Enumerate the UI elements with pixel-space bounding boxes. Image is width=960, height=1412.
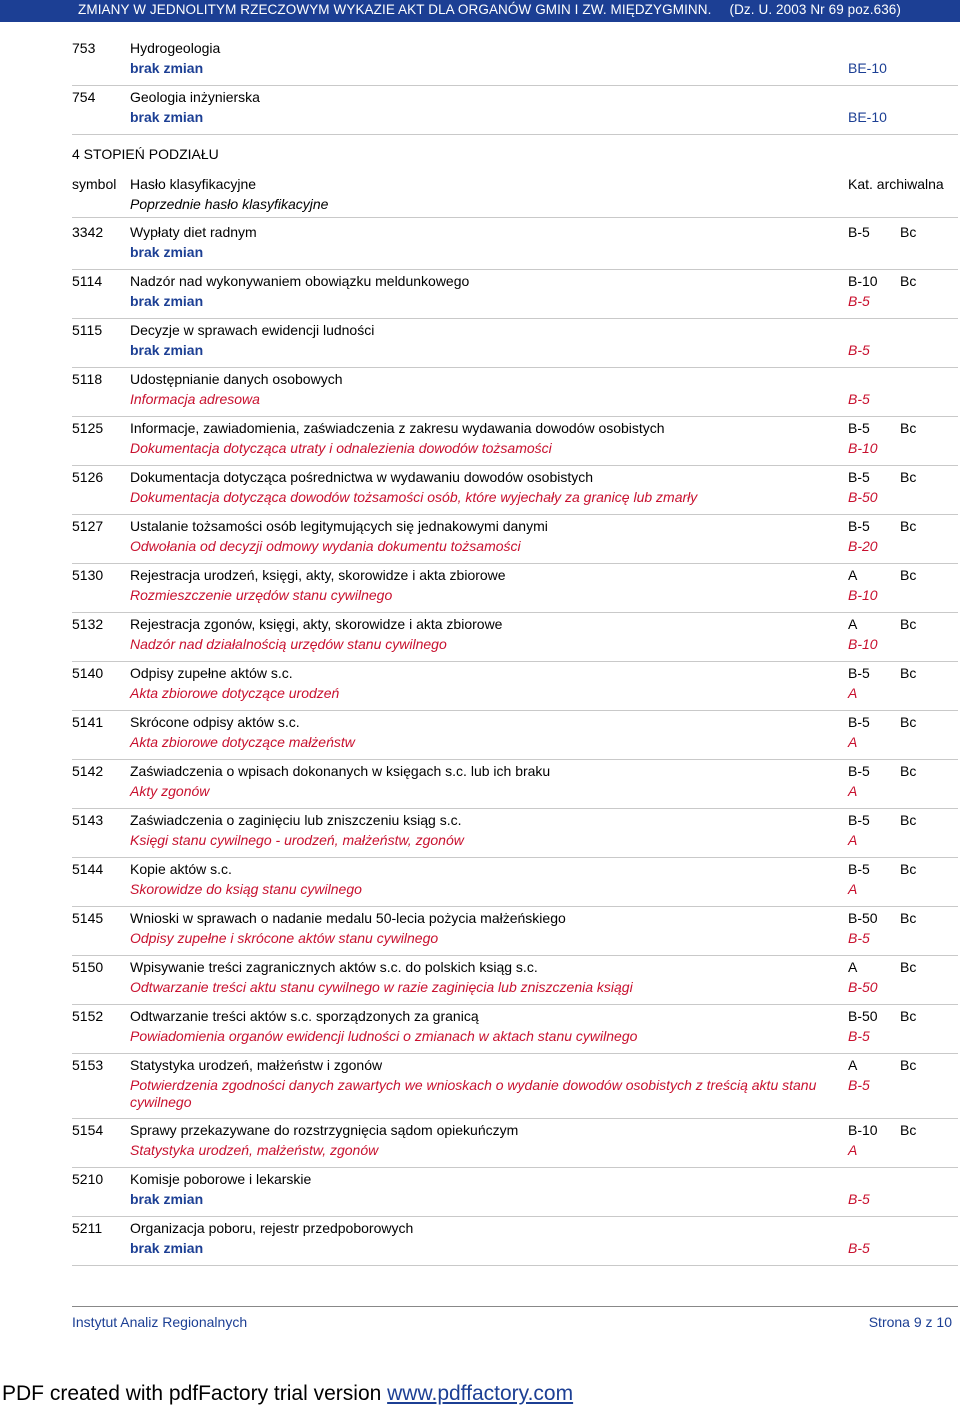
table-row <box>72 957 958 1005</box>
table-row <box>72 418 958 466</box>
row-category-secondary: Bc <box>900 714 917 730</box>
row-title: Rejestracja urodzeń, księgi, akty, skorowidze i akta zbiorowe <box>130 567 506 583</box>
row-category-secondary: Bc <box>900 763 917 779</box>
row-previous-title: Potwierdzenia zgodności danych zawartych we wnioskach o wydanie dowodów osobistych z treścią aktu stanu cywilnego <box>130 1077 817 1110</box>
row-category: A <box>848 616 858 632</box>
row-title: Hydrogeologia <box>130 40 221 56</box>
row-title: Rejestracja zgonów, księgi, akty, skorowidze i akta zbiorowe <box>130 616 503 632</box>
row-previous-category: BE-10 <box>848 109 887 125</box>
row-category: A <box>848 567 858 583</box>
row-previous-category: B-5 <box>848 293 870 309</box>
row-title: Zaświadczenia o zaginięciu lub zniszczeniu ksiąg s.c. <box>130 812 462 828</box>
row-category: B-50 <box>848 1008 878 1024</box>
table-row <box>72 467 958 515</box>
row-previous-title: brak zmian <box>130 244 204 260</box>
row-previous-title: brak zmian <box>130 109 204 125</box>
row-category-secondary: Bc <box>900 469 917 485</box>
row-code: 5210 <box>72 1171 104 1187</box>
row-previous-category: B-5 <box>848 391 870 407</box>
row-previous-title: brak zmian <box>130 293 204 309</box>
row-category: B-5 <box>848 518 870 534</box>
table-row <box>72 369 958 417</box>
row-category-secondary: Bc <box>900 959 917 975</box>
column-header-symbol: symbol <box>72 176 117 192</box>
table-row <box>72 222 958 270</box>
row-category-secondary: Bc <box>900 910 917 926</box>
row-previous-title: brak zmian <box>130 60 204 76</box>
row-title: Ustalanie tożsamości osób legitymujących się jednakowymi danymi <box>130 518 548 534</box>
row-previous-title: Rozmieszczenie urzędów stanu cywilnego <box>130 587 393 603</box>
pdf-banner-link[interactable]: www.pdffactory.com <box>387 1382 574 1405</box>
row-title: Zaświadczenia o wpisach dokonanych w księgach s.c. lub ich braku <box>130 763 551 779</box>
table-row <box>72 1055 958 1119</box>
row-previous-title: Powiadomienia organów ewidencji ludności o zmianach w aktach stanu cywilnego <box>130 1028 638 1044</box>
row-previous-title: Nadzór nad działalnością urzędów stanu cywilnego <box>130 636 447 652</box>
row-previous-category: B-5 <box>848 342 870 358</box>
row-previous-category: A <box>848 1142 858 1158</box>
row-code: 5153 <box>72 1057 104 1073</box>
table-row <box>72 1120 958 1168</box>
row-code: 5125 <box>72 420 104 436</box>
row-title: Nadzór nad wykonywaniem obowiązku meldunkowego <box>130 273 470 289</box>
row-previous-title: Odpisy zupełne i skrócone aktów stanu cywilnego <box>130 930 439 946</box>
page-header <box>0 0 960 22</box>
table-row <box>72 761 958 809</box>
row-previous-title: Informacja adresowa <box>130 391 260 407</box>
column-header-classification: Hasło klasyfikacyjne <box>130 176 257 192</box>
row-previous-title: brak zmian <box>130 1240 204 1256</box>
table-row <box>72 712 958 760</box>
table-row <box>72 908 958 956</box>
row-previous-title: Księgi stanu cywilnego - urodzeń, małżeństw, zgonów <box>130 832 464 848</box>
row-category: A <box>848 1057 858 1073</box>
row-title: Dokumentacja dotycząca pośrednictwa w wydawaniu dowodów osobistych <box>130 469 594 485</box>
row-title: Sprawy przekazywane do rozstrzygnięcia sądom opiekuńczym <box>130 1122 519 1138</box>
row-previous-category: B-10 <box>848 587 878 603</box>
row-code: 5140 <box>72 665 104 681</box>
row-category: B-5 <box>848 420 870 436</box>
row-title: Statystyka urodzeń, małżeństw i zgonów <box>130 1057 383 1073</box>
row-code: 5145 <box>72 910 104 926</box>
row-title: Komisje poborowe i lekarskie <box>130 1171 312 1187</box>
row-category-secondary: Bc <box>900 1122 917 1138</box>
row-previous-category: B-10 <box>848 440 878 456</box>
row-previous-category: B-5 <box>848 1191 870 1207</box>
row-title: Odtwarzanie treści aktów s.c. sporządzonych za granicą <box>130 1008 479 1024</box>
row-previous-category: B-10 <box>848 636 878 652</box>
header-citation: (Dz. U. 2003 Nr 69 poz.636) <box>729 2 902 17</box>
row-category-secondary: Bc <box>900 616 917 632</box>
row-previous-title: Odwołania od decyzji odmowy wydania dokumentu tożsamości <box>130 538 521 554</box>
row-code: 5130 <box>72 567 104 583</box>
table-row <box>72 1218 958 1266</box>
row-previous-category: A <box>848 832 858 848</box>
table-row <box>72 87 958 135</box>
table-row <box>72 1169 958 1217</box>
row-previous-category: A <box>848 783 858 799</box>
row-category: B-50 <box>848 910 878 926</box>
row-title: Geologia inżynierska <box>130 89 260 105</box>
row-previous-title: Dokumentacja dotycząca dowodów tożsamości osób, które wyjechały za granicę lub zmarły <box>130 489 698 505</box>
row-title: Informacje, zawiadomienia, zaświadczenia z zakresu wydawania dowodów osobistych <box>130 420 665 436</box>
page-footer <box>72 1314 952 1330</box>
row-title: Kopie aktów s.c. <box>130 861 232 877</box>
row-title: Decyzje w sprawach ewidencji ludności <box>130 322 375 338</box>
row-title: Wypłaty diet radnym <box>130 224 257 240</box>
table-row <box>72 859 958 907</box>
row-code: 5115 <box>72 322 103 338</box>
row-previous-category: B-5 <box>848 1028 870 1044</box>
table-row <box>72 663 958 711</box>
row-previous-title: Akta zbiorowe dotyczące urodzeń <box>130 685 340 701</box>
row-previous-title: Statystyka urodzeń, małżeństw, zgonów <box>130 1142 379 1158</box>
row-title: Udostępnianie danych osobowych <box>130 371 343 387</box>
header-divider <box>72 217 958 218</box>
row-previous-title: Akta zbiorowe dotyczące małżeństw <box>130 734 355 750</box>
row-code: 5142 <box>72 763 104 779</box>
row-previous-category: A <box>848 734 858 750</box>
row-previous-title: Akty zgonów <box>130 783 210 799</box>
row-category-secondary: Bc <box>900 1057 917 1073</box>
row-category: B-5 <box>848 469 870 485</box>
row-code: 5143 <box>72 812 104 828</box>
row-title: Wpisywanie treści zagranicznych aktów s.c. do polskich ksiąg s.c. <box>130 959 538 975</box>
row-category: A <box>848 959 858 975</box>
table-row <box>72 38 958 86</box>
footer-divider <box>72 1306 958 1307</box>
column-header-category: Kat. archiwalna <box>848 176 944 192</box>
row-category-secondary: Bc <box>900 518 917 534</box>
row-title: Organizacja poboru, rejestr przedpoborowych <box>130 1220 414 1236</box>
row-category-secondary: Bc <box>900 224 917 240</box>
row-previous-category: B-5 <box>848 1240 870 1256</box>
row-previous-category: B-20 <box>848 538 878 554</box>
row-category-secondary: Bc <box>900 420 917 436</box>
header-title: ZMIANY W JEDNOLITYM RZECZOWYM WYKAZIE AKT DLA ORGANÓW GMIN I ZW. MIĘDZYGMINN. <box>78 2 712 17</box>
row-code: 753 <box>72 40 96 56</box>
row-code: 5118 <box>72 371 103 387</box>
row-category-secondary: Bc <box>900 812 917 828</box>
table-row <box>72 614 958 662</box>
row-previous-title: Odtwarzanie treści aktu stanu cywilnego w razie zaginięcia lub zniszczenia ksiągi <box>130 979 633 995</box>
row-category: B-10 <box>848 273 878 289</box>
row-previous-title: Dokumentacja dotycząca utraty i odnalezienia dowodów tożsamości <box>130 440 552 456</box>
table-row <box>72 1006 958 1054</box>
row-code: 5114 <box>72 273 103 289</box>
row-previous-category: A <box>848 685 858 701</box>
row-title: Wnioski w sprawach o nadanie medalu 50-lecia pożycia małżeńskiego <box>130 910 566 926</box>
row-category: B-5 <box>848 224 870 240</box>
row-code: 5150 <box>72 959 104 975</box>
row-category: B-5 <box>848 763 870 779</box>
row-category: B-5 <box>848 861 870 877</box>
row-category-secondary: Bc <box>900 861 917 877</box>
row-category-secondary: Bc <box>900 273 917 289</box>
row-previous-title: Skorowidze do ksiąg stanu cywilnego <box>130 881 362 897</box>
row-previous-category: B-5 <box>848 1077 870 1093</box>
row-title: Skrócone odpisy aktów s.c. <box>130 714 300 730</box>
row-previous-category: B-50 <box>848 979 878 995</box>
row-previous-category: BE-10 <box>848 60 887 76</box>
row-category-secondary: Bc <box>900 1008 917 1024</box>
row-code: 3342 <box>72 224 104 240</box>
row-category: B-10 <box>848 1122 878 1138</box>
table-row <box>72 516 958 564</box>
pdf-banner <box>2 1382 573 1406</box>
row-code: 5132 <box>72 616 104 632</box>
footer-institution: Instytut Analiz Regionalnych <box>72 1314 248 1330</box>
row-code: 5211 <box>72 1220 103 1236</box>
table-row <box>72 810 958 858</box>
row-previous-category: B-50 <box>848 489 878 505</box>
row-category-secondary: Bc <box>900 567 917 583</box>
row-category: B-5 <box>848 665 870 681</box>
section-title: 4 STOPIEŃ PODZIAŁU <box>72 146 219 162</box>
table-row <box>72 320 958 368</box>
row-previous-category: B-5 <box>848 930 870 946</box>
row-code: 5144 <box>72 861 104 877</box>
row-category-secondary: Bc <box>900 665 917 681</box>
row-previous-title: brak zmian <box>130 342 204 358</box>
row-code: 5141 <box>72 714 104 730</box>
row-code: 5152 <box>72 1008 104 1024</box>
row-code: 754 <box>72 89 96 105</box>
table-row <box>72 271 958 319</box>
row-previous-title: brak zmian <box>130 1191 204 1207</box>
row-title: Odpisy zupełne aktów s.c. <box>130 665 293 681</box>
column-header-previous: Poprzednie hasło klasyfikacyjne <box>130 196 329 212</box>
row-code: 5126 <box>72 469 104 485</box>
row-code: 5154 <box>72 1122 104 1138</box>
row-category: B-5 <box>848 812 870 828</box>
table-row <box>72 565 958 613</box>
pdf-banner-text: PDF created with pdfFactory trial version <box>2 1382 388 1405</box>
row-previous-category: A <box>848 881 858 897</box>
footer-page-number: Strona 9 z 10 <box>868 1314 952 1330</box>
row-category: B-5 <box>848 714 870 730</box>
row-code: 5127 <box>72 518 104 534</box>
